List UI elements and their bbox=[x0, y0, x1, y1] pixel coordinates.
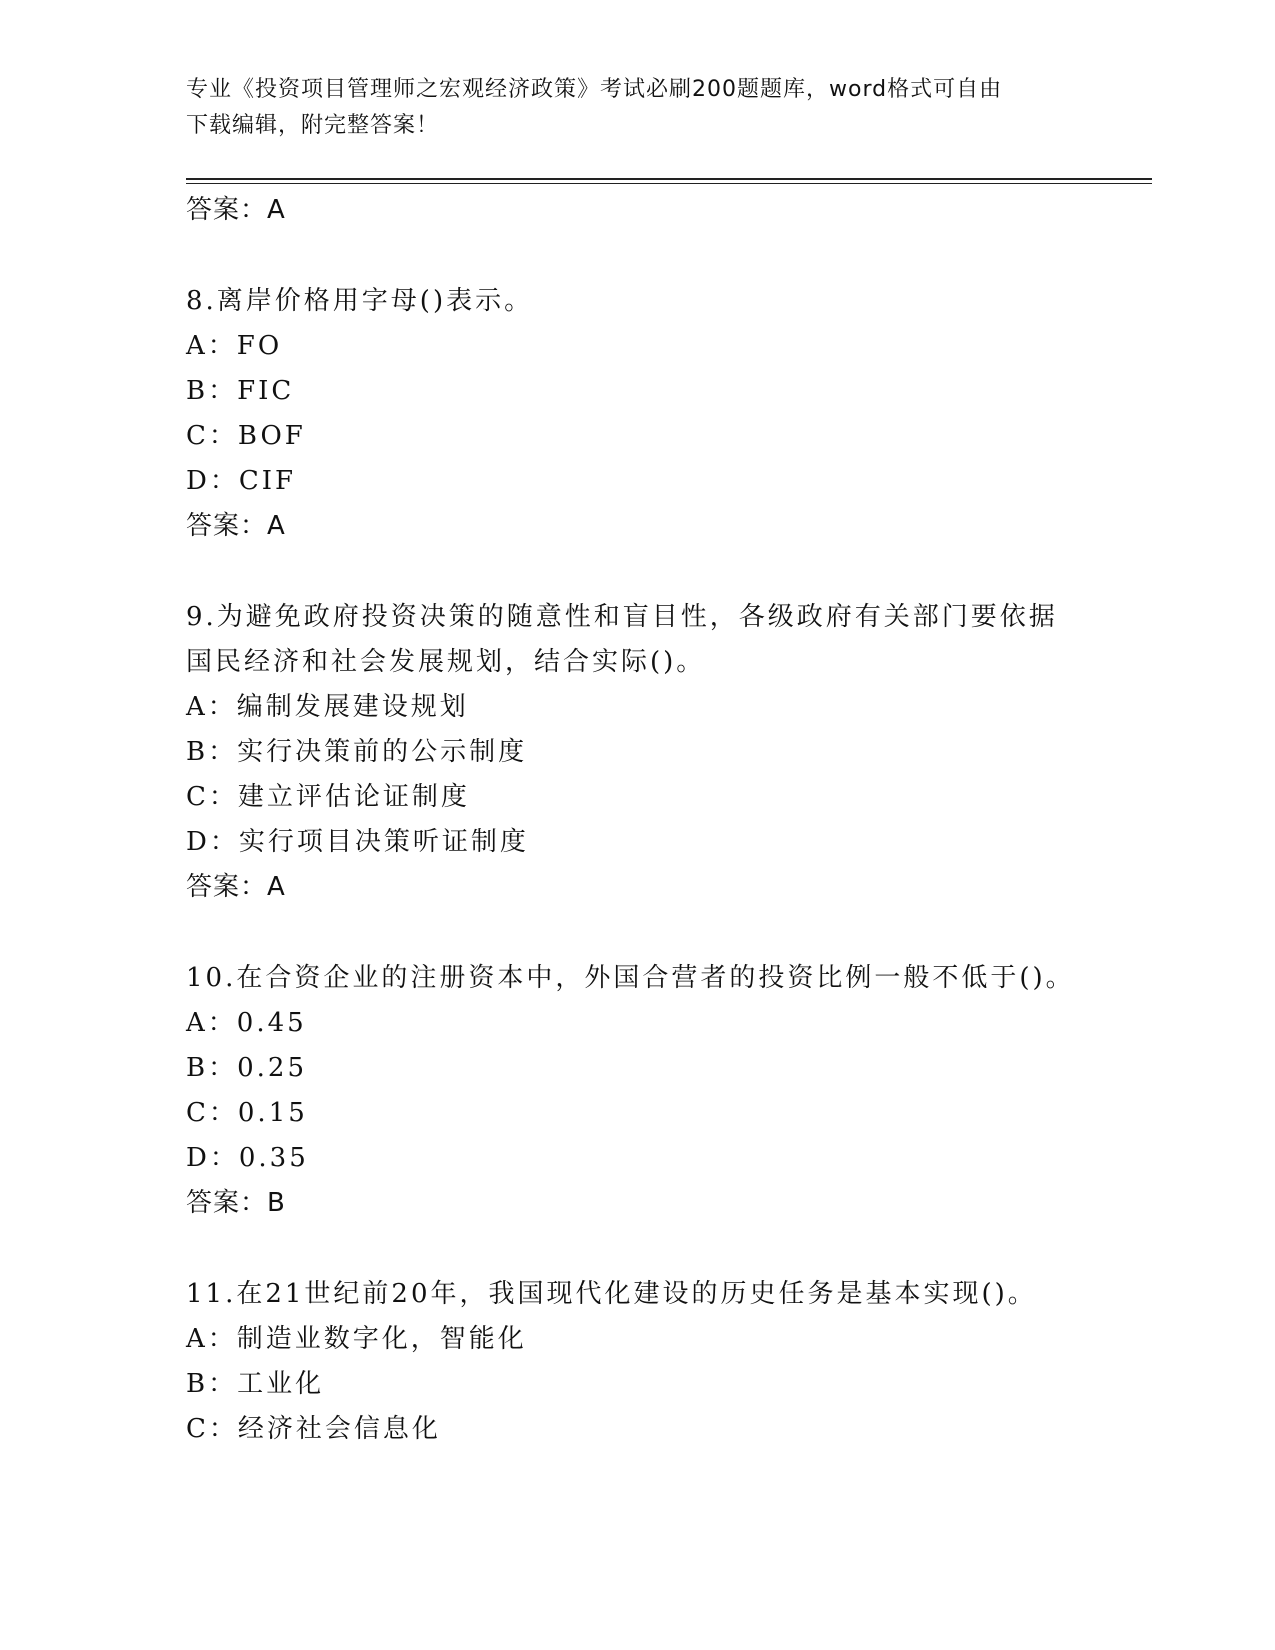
question-10 bbox=[186, 956, 1086, 1226]
option-a: A：制造业数字化，智能化 bbox=[186, 1324, 527, 1354]
option-a: A：编制发展建设规划 bbox=[186, 692, 469, 722]
header-divider bbox=[186, 178, 1152, 184]
question-stem: 11.在21世纪前20年，我国现代化建设的历史任务是基本实现()。 bbox=[186, 1279, 1037, 1309]
question-stem-continued: 国民经济和社会发展规划，结合实际()。 bbox=[186, 647, 706, 677]
question-11 bbox=[186, 1272, 1086, 1452]
option-c: C：经济社会信息化 bbox=[186, 1414, 441, 1444]
question-stem: 9.为避免政府投资决策的随意性和盲目性，各级政府有关部门要依据 bbox=[186, 602, 1058, 632]
option-a: A：FO bbox=[186, 331, 283, 361]
header-line-1: 专业《投资项目管理师之宏观经济政策》考试必刷200题题库，word格式可自由 bbox=[186, 77, 1003, 102]
option-d: D：CIF bbox=[186, 466, 297, 496]
answer-line: 答案：B bbox=[186, 1188, 286, 1218]
question-8 bbox=[186, 279, 1086, 549]
question-9 bbox=[186, 595, 1086, 910]
option-b: B：工业化 bbox=[186, 1369, 325, 1399]
option-c: C：0.15 bbox=[186, 1098, 308, 1128]
option-c: C：BOF bbox=[186, 421, 306, 451]
answer-line: 答案：A bbox=[186, 195, 286, 225]
page-header bbox=[186, 72, 1066, 144]
option-d: D：实行项目决策听证制度 bbox=[186, 827, 529, 857]
option-b: B：实行决策前的公示制度 bbox=[186, 737, 528, 767]
header-line-2: 下载编辑，附完整答案！ bbox=[186, 113, 440, 138]
question-list bbox=[186, 188, 1086, 1452]
option-b: B：0.25 bbox=[186, 1053, 307, 1083]
answer-line: 答案：A bbox=[186, 511, 286, 541]
option-b: B：FIC bbox=[186, 376, 295, 406]
question-stem: 10.在合资企业的注册资本中，外国合营者的投资比例一般不低于()。 bbox=[186, 963, 1075, 993]
question-stem: 8.离岸价格用字母()表示。 bbox=[186, 286, 534, 316]
option-a: A：0.45 bbox=[186, 1008, 307, 1038]
option-c: C：建立评估论证制度 bbox=[186, 782, 470, 812]
option-d: D：0.35 bbox=[186, 1143, 309, 1173]
answer-line: 答案：A bbox=[186, 872, 286, 902]
